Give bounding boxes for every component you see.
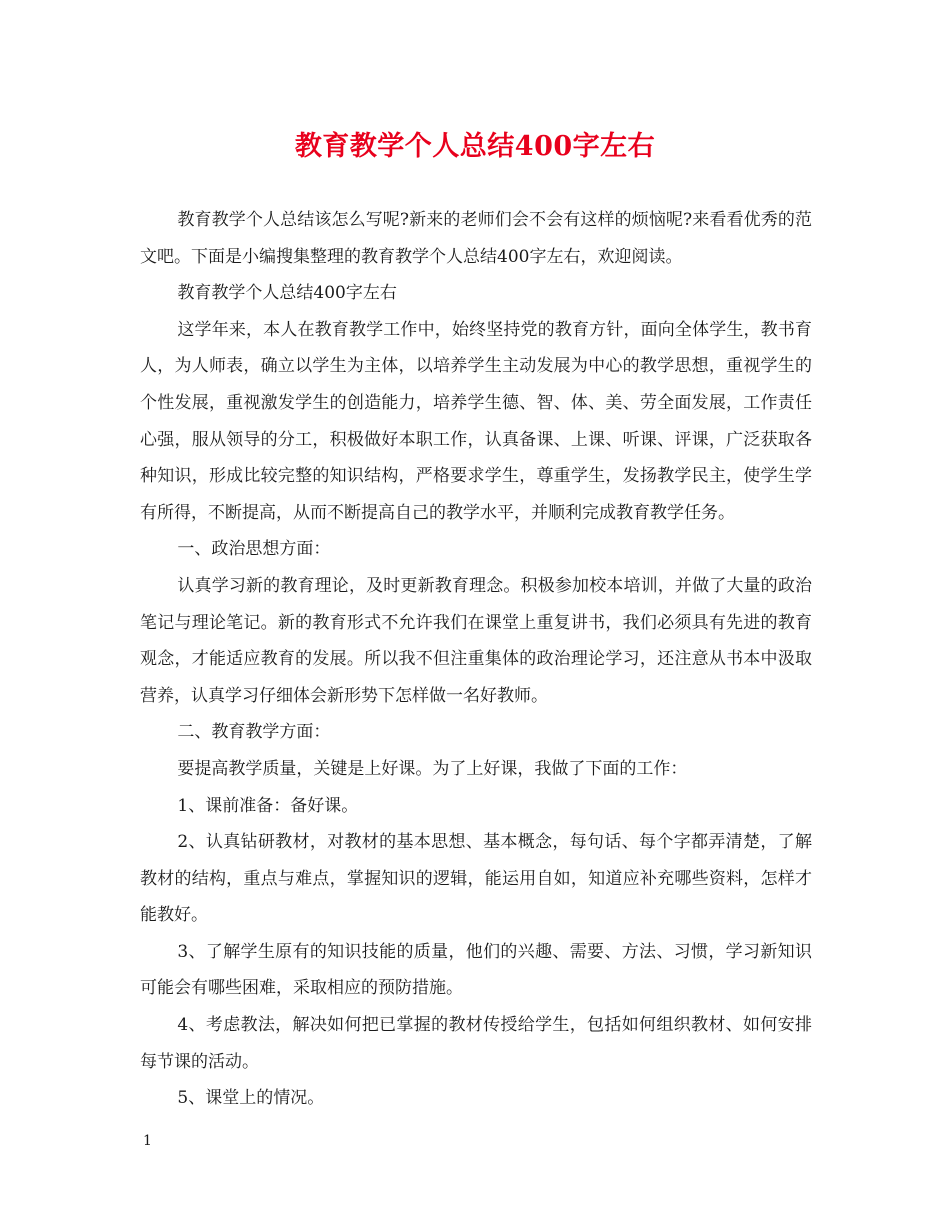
paragraph-politics: 认真学习新的教育理论，及时更新教育理念。积极参加校本培训，并做了大量的政治笔记与理论笔记。新的教育形式不允许我们在课堂上重复讲书，我们必须具有先进的教育观念，才能适应教育的发展。所以我不但注重集体的政治理论学习，还注意从书本中汲取营养，认真学习仔细体会新形势下怎样做一名好教师。 — [140, 575, 812, 706]
paragraph-subtitle: 教育教学个人总结400字左右 — [177, 283, 397, 304]
paragraph-intro: 教育教学个人总结该怎么写呢?新来的老师们会不会有这样的烦恼呢?来看看优秀的范文吧。下面是小编搜集整理的教育教学个人总结400字左右，欢迎阅读。 — [140, 210, 812, 267]
document-body — [140, 202, 812, 1117]
list-item-2: 2、认真钻研教材，对教材的基本思想、基本概念，每句话、每个字都弄清楚，了解教材的结构，重点与难点，掌握知识的逻辑，能运用自如，知道应补充哪些资料，怎样才能教好。 — [140, 832, 812, 926]
paragraph-overview: 这学年来，本人在教育教学工作中，始终坚持党的教育方针，面向全体学生，教书育人，为人师表，确立以学生为主体，以培养学生主动发展为中心的教学思想，重视学生的个性发展，重视激发学生的创造能力，培养学生德、智、体、美、劳全面发展，工作责任心强，服从领导的分工，积极做好本职工作，认真备课、上课、听课、评课，广泛获取各种知识，形成比较完整的知识结构，严格要求学生，尊重学生，发扬教学民主，使学生学有所得，不断提高，从而不断提高自己的教学水平，并顺利完成教育教学任务。 — [140, 319, 812, 523]
page-number: 1 — [143, 1133, 152, 1149]
list-item-5: 5、课堂上的情况。 — [177, 1088, 325, 1109]
paragraph-teaching-intro: 要提高教学质量，关键是上好课。为了上好课，我做了下面的工作： — [177, 758, 688, 779]
list-item-1: 1、课前准备：备好课。 — [177, 795, 359, 816]
list-item-4: 4、考虑教法，解决如何把已掌握的教材传授给学生，包括如何组织教材、如何安排每节课的活动。 — [140, 1015, 812, 1072]
document-title: 教育教学个人总结400字左右 — [294, 131, 656, 162]
section-heading-teaching: 二、教育教学方面： — [177, 722, 331, 743]
section-heading-politics: 一、政治思想方面： — [177, 539, 331, 560]
list-item-3: 3、了解学生原有的知识技能的质量，他们的兴趣、需要、方法、习惯，学习新知识可能会有哪些困难，采取相应的预防措施。 — [140, 941, 812, 999]
